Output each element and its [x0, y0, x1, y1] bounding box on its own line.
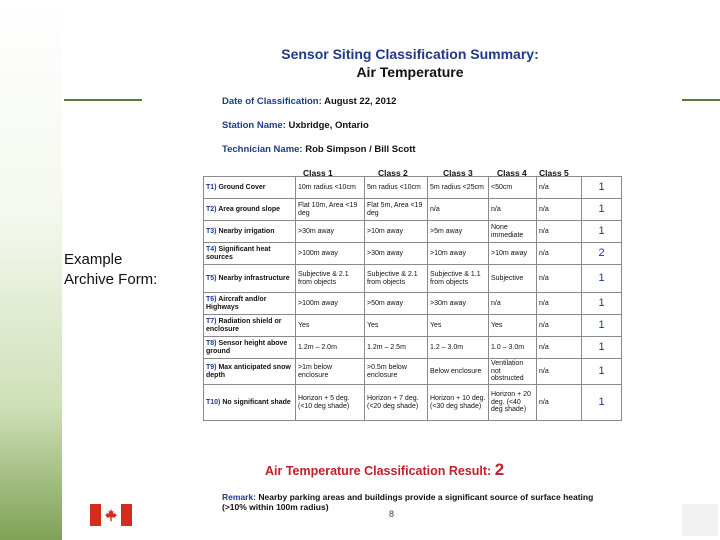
- date-line: [222, 96, 396, 107]
- form-title: Sensor Siting Classification Summary:: [281, 46, 539, 62]
- table-row: [204, 315, 622, 337]
- criterion-cell: [204, 315, 296, 337]
- criterion-id: T3): [206, 227, 217, 235]
- table-row: [204, 199, 622, 221]
- class-header-1: Class 1: [303, 168, 333, 178]
- archive-label-line2: Archive Form:: [64, 271, 158, 288]
- class-cell-c4: Ventilation not obstructed: [489, 359, 537, 385]
- class-cell-c5: n/a: [537, 199, 582, 221]
- criterion-id: T5): [206, 274, 217, 282]
- criterion-id: T4): [206, 245, 217, 253]
- class-header-2: Class 2: [378, 168, 408, 178]
- technician-value: Rob Simpson / Bill Scott: [305, 144, 416, 155]
- criterion-text: Aircraft and/or Highways: [206, 295, 267, 311]
- criterion-id: T9): [206, 363, 217, 371]
- class-cell-c1: Subjective & 2.1 from objects: [296, 265, 365, 293]
- score-cell: 1: [582, 359, 622, 385]
- class-cell-c1: >100m away: [296, 243, 365, 265]
- class-cell-c3: 1.2 – 3.0m: [428, 337, 489, 359]
- page-number: 8: [389, 509, 395, 519]
- technician-label: Technician Name:: [222, 144, 303, 155]
- class-header-5: Class 5: [539, 168, 569, 178]
- side-gradient-bar: [0, 0, 62, 540]
- class-cell-c2: >50m away: [365, 293, 428, 315]
- class-cell-c1: Yes: [296, 315, 365, 337]
- class-cell-c3: >30m away: [428, 293, 489, 315]
- class-cell-c4: None immediate: [489, 221, 537, 243]
- criterion-text: Radiation shield or enclosure: [206, 317, 282, 333]
- canada-flag-icon: [90, 504, 132, 526]
- remark: [222, 492, 602, 512]
- table-row: [204, 221, 622, 243]
- technician-line: [222, 144, 416, 155]
- corner-logo-placeholder: [682, 504, 718, 536]
- station-label: Station Name:: [222, 120, 286, 131]
- class-cell-c5: n/a: [537, 385, 582, 421]
- classification-result: [265, 460, 504, 480]
- class-cell-c4: <50cm: [489, 177, 537, 199]
- table-row: [204, 293, 622, 315]
- criterion-id: T6): [206, 295, 217, 303]
- class-header-3: Class 3: [443, 168, 473, 178]
- criterion-cell: [204, 243, 296, 265]
- criterion-id: T8): [206, 339, 217, 347]
- score-cell: 1: [582, 315, 622, 337]
- class-cell-c5: n/a: [537, 337, 582, 359]
- class-cell-c3: Yes: [428, 315, 489, 337]
- class-cell-c4: >10m away: [489, 243, 537, 265]
- class-cell-c3: n/a: [428, 199, 489, 221]
- class-cell-c1: >30m away: [296, 221, 365, 243]
- class-cell-c3: Subjective & 1.1 from objects: [428, 265, 489, 293]
- criterion-text: Max anticipated snow depth: [206, 363, 291, 379]
- class-cell-c4: Horizon + 20 deg. (<40 deg shade): [489, 385, 537, 421]
- criterion-text: Ground Cover: [218, 183, 266, 191]
- class-cell-c3: >10m away: [428, 243, 489, 265]
- class-cell-c1: 1.2m – 2.0m: [296, 337, 365, 359]
- class-cell-c4: Yes: [489, 315, 537, 337]
- class-cell-c5: n/a: [537, 315, 582, 337]
- class-cell-c1: Flat 10m, Area <19 deg: [296, 199, 365, 221]
- class-cell-c3: 5m radius <25cm: [428, 177, 489, 199]
- class-cell-c1: 10m radius <10cm: [296, 177, 365, 199]
- archive-form-label: [64, 250, 157, 290]
- class-cell-c5: n/a: [537, 293, 582, 315]
- form-subtitle: Air Temperature: [356, 64, 464, 80]
- criterion-text: Significant heat sources: [206, 245, 271, 261]
- score-cell: 1: [582, 293, 622, 315]
- class-cell-c2: 5m radius <10cm: [365, 177, 428, 199]
- table-row: [204, 265, 622, 293]
- criterion-id: T10): [206, 398, 221, 406]
- criterion-text: Nearby irrigation: [218, 227, 275, 235]
- score-cell: 1: [582, 337, 622, 359]
- class-cell-c2: Subjective & 2.1 from objects: [365, 265, 428, 293]
- criterion-cell: [204, 385, 296, 421]
- class-cell-c3: Below enclosure: [428, 359, 489, 385]
- class-cell-c3: >5m away: [428, 221, 489, 243]
- class-cell-c2: >10m away: [365, 221, 428, 243]
- class-cell-c2: 1.2m – 2.5m: [365, 337, 428, 359]
- class-cell-c4: n/a: [489, 199, 537, 221]
- table-row: [204, 359, 622, 385]
- class-cell-c4: 1.0 – 3.0m: [489, 337, 537, 359]
- remark-label: Remark:: [222, 492, 257, 502]
- criterion-cell: [204, 293, 296, 315]
- station-value: Uxbridge, Ontario: [288, 120, 369, 131]
- table-row: [204, 177, 622, 199]
- class-header-4: Class 4: [497, 168, 527, 178]
- archive-label-line1: Example: [64, 251, 123, 268]
- class-cell-c5: n/a: [537, 359, 582, 385]
- class-cell-c1: >1m below enclosure: [296, 359, 365, 385]
- score-cell: 1: [582, 221, 622, 243]
- class-cell-c5: n/a: [537, 221, 582, 243]
- class-cell-c2: Flat 5m, Area <19 deg: [365, 199, 428, 221]
- criterion-text: Area ground slope: [218, 205, 281, 213]
- criterion-cell: [204, 265, 296, 293]
- class-cell-c1: >100m away: [296, 293, 365, 315]
- date-label: Date of Classification:: [222, 96, 322, 107]
- class-cell-c5: n/a: [537, 177, 582, 199]
- class-cell-c2: Yes: [365, 315, 428, 337]
- table-row: [204, 385, 622, 421]
- score-cell: 1: [582, 265, 622, 293]
- criterion-cell: [204, 337, 296, 359]
- score-cell: 1: [582, 385, 622, 421]
- table-row: [204, 337, 622, 359]
- date-value: August 22, 2012: [324, 96, 397, 107]
- class-cell-c5: n/a: [537, 265, 582, 293]
- criterion-id: T7): [206, 317, 217, 325]
- criterion-cell: [204, 359, 296, 385]
- class-cell-c1: Horizon + 5 deg. (<10 deg shade): [296, 385, 365, 421]
- right-divider-rule: [682, 99, 720, 101]
- score-cell: 1: [582, 177, 622, 199]
- remark-text: Nearby parking areas and buildings provide a significant source of surface heating (>10% within 100m radius): [222, 492, 594, 512]
- criterion-id: T1): [206, 183, 217, 191]
- class-cell-c2: Horizon + 7 deg. (<20 deg shade): [365, 385, 428, 421]
- result-value: 2: [494, 460, 505, 479]
- score-cell: 2: [582, 243, 622, 265]
- class-cell-c4: n/a: [489, 293, 537, 315]
- class-cell-c5: n/a: [537, 243, 582, 265]
- criterion-text: Sensor height above ground: [206, 339, 288, 355]
- criterion-cell: [204, 177, 296, 199]
- class-cell-c3: Horizon + 10 deg. (<30 deg shade): [428, 385, 489, 421]
- class-cell-c2: >30m away: [365, 243, 428, 265]
- class-cell-c4: Subjective: [489, 265, 537, 293]
- left-divider-rule: [64, 99, 142, 101]
- criterion-cell: [204, 221, 296, 243]
- criterion-text: No significant shade: [222, 398, 291, 406]
- table-row: [204, 243, 622, 265]
- criterion-cell: [204, 199, 296, 221]
- criterion-text: Nearby infrastructure: [218, 274, 290, 282]
- criterion-id: T2): [206, 205, 217, 213]
- result-label: Air Temperature Classification Result:: [265, 464, 492, 478]
- classification-table: [203, 176, 622, 421]
- class-cell-c2: >0.5m below enclosure: [365, 359, 428, 385]
- score-cell: 1: [582, 199, 622, 221]
- station-line: [222, 120, 369, 131]
